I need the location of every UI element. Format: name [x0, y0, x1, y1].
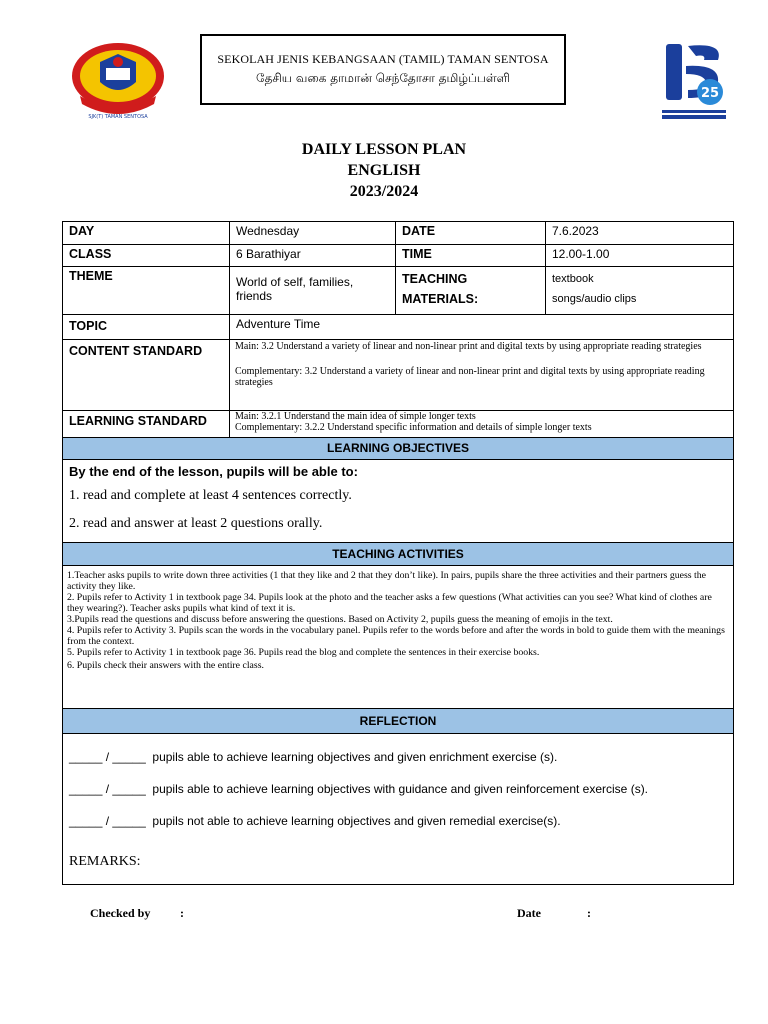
- materials-label: TEACHING MATERIALS:: [395, 267, 545, 314]
- document-title: [0, 139, 768, 202]
- reflection-reinforcement: _____ / _____ pupils able to achieve learning objectives with guidance and given reinforcement exercise (s).: [69, 782, 649, 796]
- activity-item: 5. Pupils refer to Activity 1 in textbook page 36. Pupils read the blog and complete the sentences in their exercise books.: [67, 647, 540, 658]
- theme-label: THEME: [69, 269, 113, 283]
- school-name-english: SEKOLAH JENIS KEBANGSAAN (TAMIL) TAMAN SENTOSA: [217, 52, 549, 66]
- reflection-heading: REFLECTION: [63, 709, 733, 734]
- topic-value: Adventure Time: [229, 315, 733, 339]
- objective-item-2: 2. read and answer at least 2 questions orally.: [69, 516, 323, 531]
- reflection-enrichment: _____ / _____ pupils able to achieve learning objectives and given enrichment exercise (s).: [69, 750, 558, 764]
- reflection-remedial: _____ / _____ pupils not able to achieve learning objectives and given remedial exercise(s).: [69, 814, 561, 828]
- class-label: CLASS: [69, 247, 112, 261]
- activities-list: [67, 570, 731, 671]
- topic-label: TOPIC: [69, 319, 107, 333]
- svg-text:25: 25: [700, 86, 720, 101]
- learning-objectives-heading: LEARNING OBJECTIVES: [63, 438, 733, 460]
- class-value: 6 Barathiyar: [229, 245, 395, 266]
- date-value: 7.6.2023: [545, 222, 733, 244]
- school-name-tamil: தேசிய வகை தாமான் செந்தோசா தமிழ்ப்பள்ளி: [256, 71, 510, 85]
- content-standard-label: CONTENT STANDARD: [69, 344, 203, 358]
- table-row-topic: [63, 315, 733, 340]
- title-line-1: DAILY LESSON PLAN: [301, 141, 467, 158]
- learning-standard-label: LEARNING STANDARD: [69, 414, 207, 428]
- activity-item: 1.Teacher asks pupils to write down three activities (1 that they like and 2 that they don’t like). In pairs, pupils share the three activities and their partners guess the activity they like.: [67, 570, 707, 592]
- learning-standard-value: Main: 3.2.1 Understand the main idea of simple longer texts Complementary: 3.2.2 Understand specific information and details of simple longer texts: [229, 411, 733, 437]
- teaching-activities-heading: TEACHING ACTIVITIES: [63, 543, 733, 566]
- checked-by-label: Checked by: [90, 906, 151, 920]
- time-value: 12.00-1.00: [545, 245, 733, 266]
- table-row-learning-standard: [63, 411, 733, 438]
- materials-value: textbook songs/audio clips: [545, 267, 733, 314]
- title-year: 2023/2024: [349, 183, 419, 200]
- activity-item: 2. Pupils refer to Activity 1 in textbook page 34. Pupils look at the photo and the teacher asks a few questions (What activities can you see? What kind of clothes are they wearing?). Teacher asks pupils what kind of text it is.: [67, 592, 712, 614]
- date-label: DATE: [395, 222, 545, 244]
- table-row-class: [63, 245, 733, 267]
- table-row-content-standard: [63, 340, 733, 411]
- activity-item: 3.Pupils read the questions and discuss before answering the questions. Based on Activity 2, pupils guess the meaning of emojis in the text.: [67, 614, 613, 625]
- lesson-plan-table: [62, 221, 734, 885]
- activity-item: 6. Pupils check their answers with the entire class.: [67, 660, 264, 671]
- school-crest-logo: [66, 42, 170, 120]
- title-subject: ENGLISH: [347, 162, 421, 179]
- content-standard-value: Main: 3.2 Understand a variety of linear and non-linear print and digital texts by using appropriate reading strategies Complementary: 3.2 Understand a variety of linear and non-linear print and digital texts by using appropriate reading strategies: [229, 340, 733, 410]
- table-row-day: [63, 222, 733, 245]
- time-label: TIME: [395, 245, 545, 266]
- anniversary-25-logo: [660, 38, 728, 122]
- objective-item-1: 1. read and complete at least 4 sentences correctly.: [69, 488, 352, 503]
- table-row-theme: [63, 267, 733, 315]
- school-name-box: [200, 34, 566, 105]
- theme-value: World of self, families, friends: [229, 267, 395, 314]
- day-label: DAY: [69, 224, 95, 238]
- footer-date-colon: :: [587, 906, 591, 920]
- svg-text:SJK(T) TAMAN SENTOSA: SJK(T) TAMAN SENTOSA: [88, 114, 148, 120]
- objectives-intro: By the end of the lesson, pupils will be able to:: [69, 464, 358, 479]
- remarks-label: REMARKS:: [69, 854, 141, 869]
- activity-item: 4. Pupils refer to Activity 3. Pupils scan the words in the vocabulary panel. Pupils refer to the words before and after the words in bold to guide them with the meanings from the context.: [67, 625, 725, 647]
- footer-date-label: Date: [517, 906, 541, 920]
- day-value: Wednesday: [229, 222, 395, 244]
- checked-by-colon: :: [180, 906, 184, 920]
